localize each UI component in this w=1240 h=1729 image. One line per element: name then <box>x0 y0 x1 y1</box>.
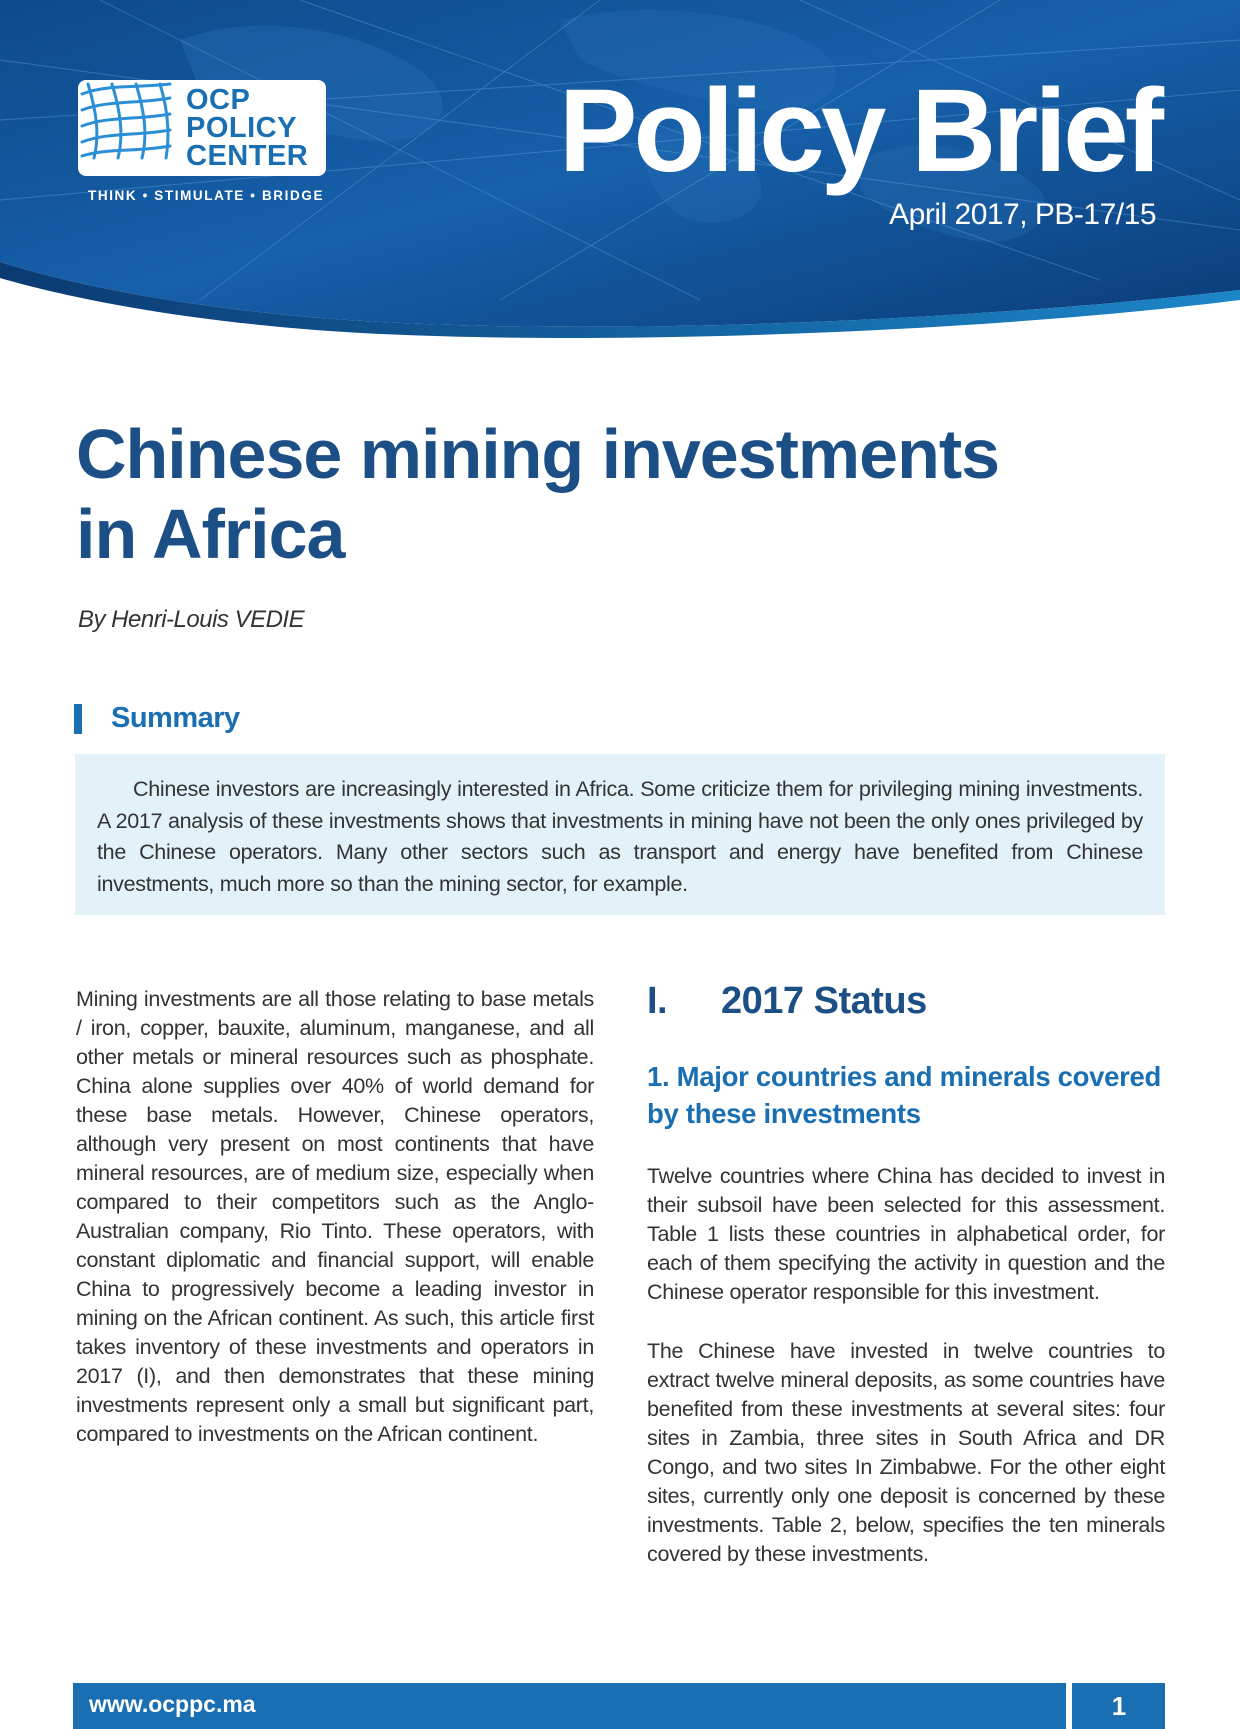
logo-line-2: POLICY <box>186 112 297 144</box>
footer-divider <box>1066 1683 1072 1729</box>
policy-brief-title: Policy Brief <box>558 65 1160 197</box>
title-line-2: in Africa <box>76 495 345 573</box>
subsection-line-1: 1. Major countries and minerals covered <box>647 1061 1162 1092</box>
summary-text: Chinese investors are increasingly interested in Africa. Some criticize them for privileging mining investments. A 2017 analysis of these investments shows that investments in mining have not been the only ones privileged by the Chinese operators. Many other sectors such as transport and energy have benefited from Chinese investments, much more so than the mining sector, for example. <box>97 777 1143 896</box>
tagline: THINK • STIMULATE • BRIDGE <box>88 188 325 203</box>
summary-box <box>75 754 1165 915</box>
brief-date-reference: April 2017, PB-17/15 <box>889 198 1156 231</box>
right-column-paragraph-2 <box>647 1337 1165 1569</box>
subsection-line-2: by these investments <box>647 1098 921 1129</box>
document-title <box>76 414 1076 574</box>
footer-website-link[interactable]: www.ocppc.ma <box>89 1691 256 1717</box>
right-column-paragraph-1 <box>647 1162 1165 1307</box>
intro-paragraph: Mining investments are all those relating to base metals / iron, copper, bauxite, aluminum, manganese, and all other metals or mineral resources such as phosphate. China alone supplies over 40% of world demand for these base metals. However, Chinese operators, although very present on most continents that have mineral resources, are of medium size, especially when compared to their competitors such as the Anglo-Australian company, Rio Tinto. These operators, with constant diplomatic and financial support, will enable China to progressively become a leading investor in mining on the African continent. As such, this article first takes inventory of these investments and operators in 2017 (I), and then demonstrates that these mining investments represent only a small but significant part, compared to investments on the African continent. <box>76 987 594 1446</box>
body-paragraph: The Chinese have invested in twelve countries to extract twelve mineral deposits, as some countries have benefited from these investments at several sites: four sites in Zambia, three sites in South Africa and DR Congo, and two sites In Zimbabwe. For the other eight sites, currently only one deposit is concerned by these investments. Table 2, below, specifies the ten minerals covered by these investments. <box>647 1339 1165 1566</box>
summary-heading: Summary <box>111 702 240 734</box>
section-number: I. <box>647 980 668 1022</box>
title-line-1: Chinese mining investments <box>76 415 1000 493</box>
footer-bar <box>73 1683 1073 1729</box>
section-heading <box>647 980 1167 1023</box>
section-title: 2017 Status <box>721 980 927 1022</box>
logo-mesh-icon <box>78 80 176 160</box>
subsection-heading <box>647 1058 1167 1132</box>
logo-line-3: CENTER <box>186 140 309 172</box>
left-column <box>76 985 594 1449</box>
body-paragraph: Twelve countries where China has decided to invest in their subsoil have been selected for this assessment. Table 1 lists these countries in alphabetical order, for each of them specifying the activity in question and the Chinese operator responsible for this investment. <box>647 1164 1165 1304</box>
logo-wordmark <box>186 86 326 170</box>
author-byline: By Henri-Louis VEDIE <box>78 606 305 633</box>
summary-accent-bar <box>74 704 82 734</box>
logo <box>78 80 326 176</box>
page-number: 1 <box>1073 1683 1165 1729</box>
logo-line-1: OCP <box>186 84 251 116</box>
header-banner <box>0 0 1240 340</box>
